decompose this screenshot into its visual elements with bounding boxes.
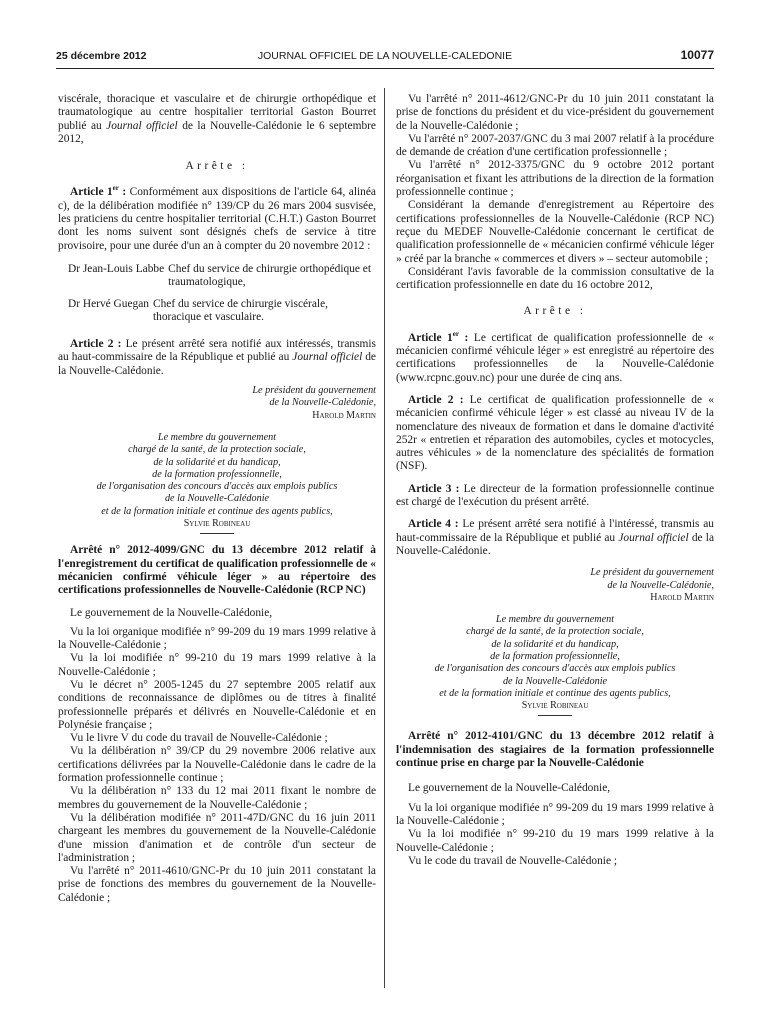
government-preamble: Le gouvernement de la Nouvelle-Calédonie,: [408, 782, 611, 795]
header-page-number: 10077: [680, 48, 714, 62]
vu-item: Vu le décret n° 2005-1245 du 27 septembre 2005 relatif aux conditions de reconnaissance de diplômes ou de titres à finalité professionnelle préparés et délivrés en Nouvelle-Calédonie et en Polynésie française ;: [58, 678, 376, 731]
vu-list: [396, 93, 714, 292]
considerant-item: Considérant la demande d'enregistrement au Répertoire des certifications professionnelles de la Nouvelle-Calédonie (RCP NC) reçue du MEDEF Nouvelle-Calédonie concernant le certificat de qualification professionnelle de « mécanicien confirmé véhicule léger » créé par la branche « commerces et divers » – secteur automobile ;: [396, 199, 714, 265]
article-2: Article 2 : Le certificat de qualification professionnelle de « mécanicien confirmé véhicule léger » est classé au niveau IV de la nomenclature des niveaux de formation et dans le domaine d'activité 252r « entretien et réparation des automobiles, cycles et motocycles, autres véhicules » de la nomenclature des spécialités de formation (NSF).: [396, 393, 714, 473]
vu-item: Vu l'arrêté n° 2007-2037/GNC du 3 mai 2007 relatif à la procédure de demande de création d'une certification professionnelle ;: [396, 132, 714, 159]
vu-item: Vu l'arrêté n° 2011-4612/GNC-Pr du 10 juin 2011 constatant la prise de fonctions du président et du vice-président du gouvernement de la Nouvelle-Calédonie ;: [396, 93, 714, 132]
considerant-item: Considérant l'avis favorable de la commission consultative de la certification professionnelle en date du 16 octobre 2012,: [396, 265, 714, 292]
page-header: [56, 48, 714, 68]
vu-item: Vu l'arrêté n° 2012-3375/GNC du 9 octobre 2012 portant réorganisation et fixant les attributions de la direction de la formation professionnelle continue ;: [396, 159, 714, 199]
header-rule: [56, 68, 714, 69]
section-separator: [538, 715, 572, 717]
nominee-role: Chef du service de chirurgie viscérale, thoracique et vasculaire.: [152, 297, 328, 323]
header-date: 25 décembre 2012: [56, 50, 147, 62]
left-column: [58, 93, 376, 905]
arrete-heading: Arrête :: [185, 160, 249, 173]
vu-item: Vu la délibération modifiée n° 2011-47D/GNC du 16 juin 2011 chargeant les membres du gouvernement de la Nouvelle-Calédonie d'une mission d'animation et de contrôle d'un secteur de l'administration ;: [58, 811, 376, 864]
right-column: [396, 93, 714, 868]
nomination-guegan: [58, 298, 376, 325]
nominee-name: Dr Hervé Guegan: [68, 297, 149, 310]
vu-item: Vu le livre V du code du travail de Nouvelle-Calédonie ;: [70, 732, 328, 745]
article-2: Article 2 : Le présent arrêté sera notifié aux intéressés, transmis au haut-commissaire de la République et publié au Journal officiel de la Nouvelle-Calédonie.: [58, 338, 376, 377]
member-signature: Le membre du gouvernement chargé de la santé, de la protection sociale, de la solidarité et du handicap, de la formation professionnelle, de l'organisation des concours d'accès aux emplois publics de la Nouvelle-Calédonie et de la formation initiale et continue des agents publics, Sylvie Robineau: [434, 614, 676, 712]
section-separator: [200, 533, 234, 535]
vu-item: Vu la délibération n° 39/CP du 29 novembre 2006 relative aux certifications délivrées par la Nouvelle-Calédonie dans le cadre de la formation professionnelle continue ;: [58, 745, 376, 785]
nominee-role: Chef du service de chirurgie orthopédique et traumatologique,: [168, 262, 372, 289]
article-4: Article 4 : Le présent arrêté sera notifié à l'intéressé, transmis au haut-commissaire de la République et publié au Journal officiel de la Nouvelle-Calédonie.: [396, 518, 715, 557]
vu-item: Vu l'arrêté n° 2011-4610/GNC-Pr du 10 juin 2011 constatant la prise de fonctions des membres du gouvernement de la Nouvelle-Calédonie ;: [58, 865, 376, 904]
government-preamble: Le gouvernement de la Nouvelle-Calédonie,: [70, 606, 273, 619]
member-signature: Le membre du gouvernement chargé de la santé, de la protection sociale, de la solidarité et du handicap, de la formation professionnelle, de l'organisation des concours d'accès aux emplois publics de la Nouvelle-Calédonie et de la formation initiale et continue des agents publics, Sylvie Robineau: [96, 431, 338, 530]
article-1: Article 1er : Conformément aux dispositions de l'article 64, alinéa c), de la délibération modifiée n° 139/CP du 26 mars 2004 susvisée, les praticiens du centre hospitalier territorial (C.H.T.) Gaston Bourret dont les noms suivent sont désignés chefs de service à titre provisoire, pour une durée d'un an à compter du 20 novembre 2012 :: [58, 184, 376, 252]
vu-item: Vu la loi organique modifiée n° 99-209 du 19 mars 1999 relative à la Nouvelle-Calédonie ;: [58, 625, 376, 652]
decree-title: Arrêté n° 2012-4101/GNC du 13 décembre 2012 relatif à l'indemnisation des stagiaires de la formation professionnelle continue prise en charge par la Nouvelle-Calédonie: [396, 730, 714, 770]
vu-item: Vu le code du travail de Nouvelle-Calédonie ;: [408, 854, 618, 867]
decree-title: Arrêté n° 2012-4099/GNC du 13 décembre 2012 relatif à l'enregistrement du certificat de qualification professionnelle de « mécanicien confirmé véhicule léger » au répertoire des certifications professionnelles de Nouvelle-Calédonie (RCP NC): [58, 544, 376, 597]
president-signature: Le président du gouvernement de la Nouvelle-Calédonie, Harold Martin: [252, 385, 376, 421]
header-journal-title: JOURNAL OFFICIEL DE LA NOUVELLE-CALEDONIE: [257, 50, 513, 62]
article-3: Article 3 : Le directeur de la formation professionnelle continue est chargé de l'exécution du présent arrêté.: [396, 482, 714, 509]
article-1: Article 1er : Le certificat de qualification professionnelle de « mécanicien confirmé véhicule léger » est enregistré au répertoire des certifications professionnelles de la Nouvelle-Calédonie (www.rcpnc.gouv.nc) pour une durée de cinq ans.: [396, 329, 714, 384]
vu-item: Vu la délibération n° 133 du 12 mai 2011 fixant le nombre de membres du gouvernement de la Nouvelle-Calédonie ;: [58, 785, 376, 811]
vu-item: Vu la loi modifiée n° 99-210 du 19 mars 1999 relative à la Nouvelle-Calédonie ;: [396, 828, 714, 854]
column-divider: [384, 88, 385, 988]
nomination-labbe: [58, 263, 376, 290]
president-signature: Le président du gouvernement de la Nouvelle-Calédonie, Harold Martin: [590, 567, 714, 603]
nominee-name: Dr Jean-Louis Labbe: [68, 262, 165, 275]
continuation-paragraph: viscérale, thoracique et vasculaire et de chirurgie orthopédique et traumatologique au centre hospitalier territorial Gaston Bourret publié au Journal officiel de la Nouvelle-Calédonie le 6 septembre 2012,: [58, 93, 376, 145]
vu-list: [396, 802, 714, 868]
vu-item: Vu la loi modifiée n° 99-210 du 19 mars 1999 relative à la Nouvelle-Calédonie ;: [58, 652, 376, 678]
vu-item: Vu la loi organique modifiée n° 99-209 du 19 mars 1999 relative à la Nouvelle-Calédonie ;: [396, 801, 714, 827]
vu-list: [58, 626, 376, 905]
arrete-heading: Arrête :: [523, 305, 587, 318]
